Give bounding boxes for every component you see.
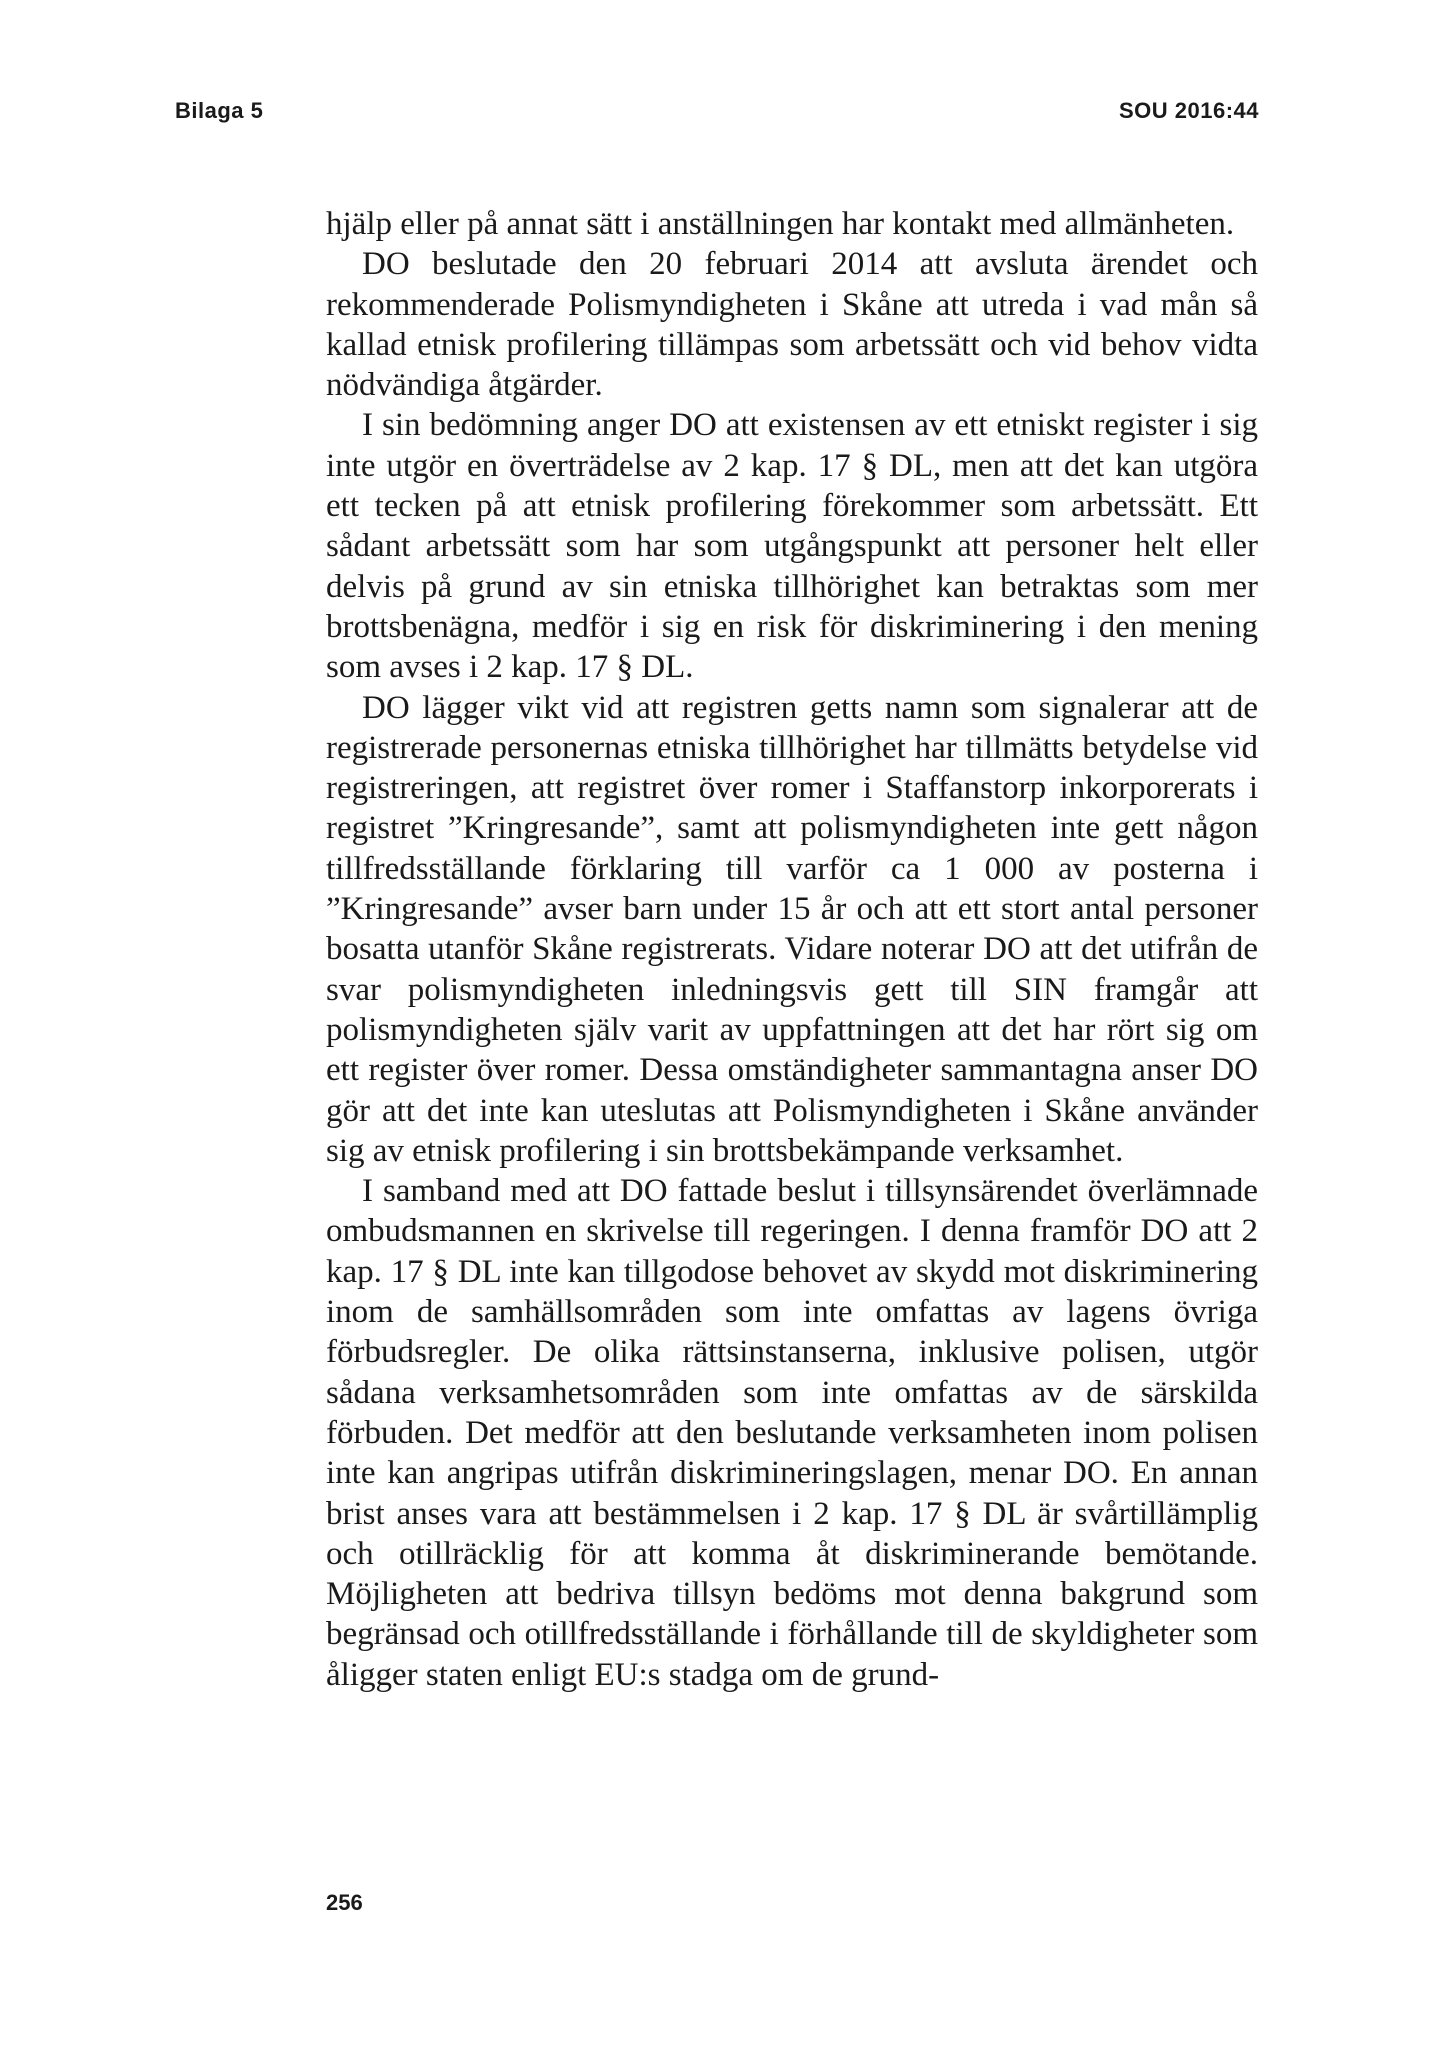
paragraph: DO beslutade den 20 februari 2014 att avsluta ärendet och rekommenderade Polismyndigheten i Skåne att utreda i vad mån så kallad etnisk profilering tillämpas som arbetssätt och vid behov vidta nödvändiga åtgärder. [326,246,1258,404]
running-head-right: SOU 2016:44 [1118,98,1259,123]
body-text [326,204,1258,1695]
paragraph: hjälp eller på annat sätt i anställningen har kontakt med allmänheten. [326,206,1235,242]
paragraph: DO lägger vikt vid att registren getts namn som signalerar att de registrerade personernas etniska tillhörighet har tillmätts betydelse vid registreringen, att registret över romer i Staffanstorp inkorporerats i registret ”Kringresande”, samt att polismyndigheten inte gett någon tillfredsställande förklaring till varför ca 1 000 av posterna i ”Kringresande” avser barn under 15 år och att ett stort antal personer bosatta utanför Skåne registrerats. Vidare noterar DO att det utifrån de svar polismyndigheten inledningsvis gett till SIN framgår att polismyndigheten själv varit av uppfattningen att det har rört sig om ett register över romer. Dessa omständigheter sammantagna anser DO gör att det inte kan uteslutas att Polismyndigheten i Skåne använder sig av etnisk profilering i sin brottsbekämpande verksamhet. [326,689,1258,1169]
paragraph: I samband med att DO fattade beslut i tillsynsärendet överlämnade ombudsmannen en skrivelse till regeringen. I denna framför DO att 2 kap. 17 § DL inte kan tillgodose behovet av skydd mot diskriminering inom de samhällsområden som inte omfattas av lagens övriga förbudsregler. De olika rättsinstanserna, inklusive polisen, utgör sådana verksamhetsområden som inte omfattas av de särskilda förbuden. Det medför att den beslutande verksamheten inom polisen inte kan angripas utifrån diskrimineringslagen, menar DO. En annan brist anses vara att bestämmelsen i 2 kap. 17 § DL är svårtillämplig och otillräcklig för att komma åt diskriminerande bemötande. Möjligheten att bedriva tillsyn bedöms mot denna bakgrund som begränsad och otillfredsställande i förhållande till de skyldigheter som åligger staten enligt EU:s stadga om de grund- [326,1173,1258,1693]
page-number: 256 [326,1890,363,1915]
running-head-left: Bilaga 5 [175,98,264,123]
paragraph: I sin bedömning anger DO att existensen av ett etniskt register i sig inte utgör en överträdelse av 2 kap. 17 § DL, men att det kan utgöra ett tecken på att etnisk profilering förekommer som arbetssätt. Ett sådant arbetssätt som har som utgångspunkt att personer helt eller delvis på grund av sin etniska tillhörighet kan betraktas som mer brottsbenägna, medför i sig en risk för diskriminering i den mening som avses i 2 kap. 17 § DL. [326,407,1258,686]
